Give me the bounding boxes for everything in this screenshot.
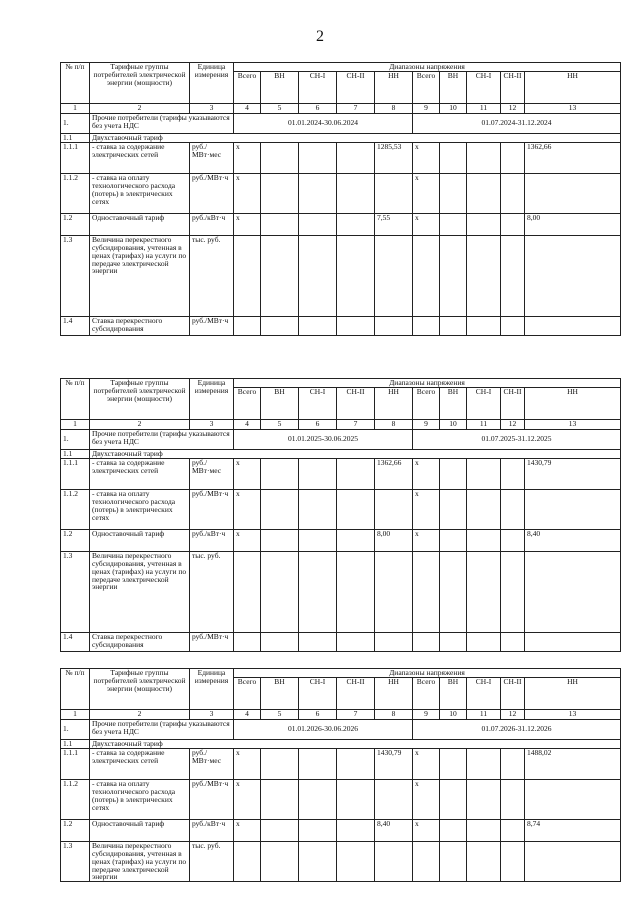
x-mark: x [234, 489, 261, 529]
header-sub: СН-I [299, 677, 337, 709]
unit-cell: руб./МВт·ч [190, 632, 234, 651]
row-number: 1.1.2 [61, 489, 90, 529]
row-label: - ставка за содержание электрических сетей [90, 458, 190, 489]
col-number: 10 [440, 103, 467, 113]
header-unit: Единица измерения [190, 63, 234, 104]
header-unit: Единица измерения [190, 379, 234, 420]
header-sub: Всего [413, 677, 440, 709]
header-ranges: Диапазоны напряжения [234, 379, 621, 388]
header-sub: Всего [413, 387, 440, 419]
col-number: 10 [440, 709, 467, 719]
row-label: Величина перекрестного субсидирования, учтенная в ценах (тарифах) на услуги по передаче электрической энергии [90, 235, 190, 316]
header-sub: НН [525, 677, 621, 709]
row-label: - ставка на оплату технологического расхода (потерь) в электрических сетях [90, 489, 190, 529]
col-number: 1 [61, 709, 90, 719]
unit-cell: руб./МВт·мес [190, 142, 234, 173]
row-number: 1.3 [61, 841, 90, 881]
col-number: 3 [190, 709, 234, 719]
tariff-table-2026 [60, 668, 621, 882]
period-second-half: 01.07.2026-31.12.2026 [413, 719, 621, 739]
value-cell: 8,40 [375, 819, 413, 841]
row-label: Одноставочный тариф [90, 529, 190, 551]
unit-cell: руб./МВт·ч [190, 173, 234, 213]
col-number: 12 [501, 419, 525, 429]
unit-cell: руб./МВт·мес [190, 748, 234, 779]
col-number: 5 [261, 419, 299, 429]
col-number: 6 [299, 103, 337, 113]
row-number: 1. [61, 429, 90, 449]
x-mark: x [413, 173, 440, 213]
unit-cell: руб./кВт·ч [190, 819, 234, 841]
row-label: - ставка за содержание электрических сетей [90, 748, 190, 779]
header-sub: СН-I [299, 387, 337, 419]
period-first-half: 01.01.2025-30.06.2025 [234, 429, 413, 449]
x-mark: x [234, 529, 261, 551]
page-number: 2 [316, 28, 324, 45]
unit-cell: тыс. руб. [190, 235, 234, 316]
row-number: 1.1 [61, 739, 90, 748]
col-number: 10 [440, 419, 467, 429]
header-no: № п/п [61, 63, 90, 104]
row-label: - ставка на оплату технологического расхода (потерь) в электрических сетях [90, 173, 190, 213]
header-sub: НН [375, 71, 413, 103]
header-sub: ВН [261, 387, 299, 419]
unit-cell: тыс. руб. [190, 551, 234, 632]
col-number: 1 [61, 103, 90, 113]
col-number: 1 [61, 419, 90, 429]
header-unit: Единица измерения [190, 669, 234, 710]
x-mark: x [234, 173, 261, 213]
unit-cell: руб./МВт·ч [190, 316, 234, 335]
header-sub: ВН [261, 71, 299, 103]
row-label: Величина перекрестного субсидирования, учтенная в ценах (тарифах) на услуги по передаче электрической энергии [90, 841, 190, 881]
header-sub: СН-II [501, 387, 525, 419]
col-number: 6 [299, 709, 337, 719]
col-number: 4 [234, 103, 261, 113]
row-label: Двухставочный тариф [90, 133, 621, 142]
header-sub: ВН [440, 387, 467, 419]
col-number: 8 [375, 419, 413, 429]
header-sub: СН-I [467, 677, 501, 709]
value-cell: 1488,02 [525, 748, 621, 779]
header-group: Тарифные группы потребителей электрической энергии (мощности) [90, 63, 190, 104]
unit-cell: руб./МВт·ч [190, 489, 234, 529]
x-mark: x [413, 458, 440, 489]
x-mark: x [234, 819, 261, 841]
x-mark: x [413, 142, 440, 173]
col-number: 13 [525, 709, 621, 719]
row-number: 1.2 [61, 529, 90, 551]
value-cell: 1430,79 [525, 458, 621, 489]
header-sub: Всего [234, 71, 261, 103]
row-label: Одноставочный тариф [90, 819, 190, 841]
row-label: Двухставочный тариф [90, 739, 621, 748]
row-number: 1. [61, 113, 90, 133]
col-number: 13 [525, 419, 621, 429]
row-number: 1.1.1 [61, 458, 90, 489]
row-label: Ставка перекрестного субсидирования [90, 632, 190, 651]
header-sub: Всего [234, 387, 261, 419]
header-sub: Всего [234, 677, 261, 709]
value-cell: 1362,66 [525, 142, 621, 173]
value-cell: 8,40 [525, 529, 621, 551]
tariff-table-2025 [60, 378, 621, 652]
value-cell: 1362,66 [375, 458, 413, 489]
col-number: 4 [234, 419, 261, 429]
unit-cell: тыс. руб. [190, 841, 234, 881]
header-sub: СН-I [467, 71, 501, 103]
unit-cell: руб./МВт·мес [190, 458, 234, 489]
tariff-table-2024 [60, 62, 621, 336]
col-number: 9 [413, 709, 440, 719]
row-number: 1.1 [61, 133, 90, 142]
header-sub: СН-II [501, 677, 525, 709]
col-number: 7 [337, 103, 375, 113]
header-sub: НН [525, 387, 621, 419]
x-mark: x [234, 779, 261, 819]
col-number: 11 [467, 103, 501, 113]
row-number: 1.1 [61, 449, 90, 458]
row-number: 1.3 [61, 551, 90, 632]
col-number: 8 [375, 103, 413, 113]
header-sub: ВН [440, 677, 467, 709]
col-number: 11 [467, 419, 501, 429]
period-first-half: 01.01.2024-30.06.2024 [234, 113, 413, 133]
row-label: Прочие потребители (тарифы указываются без учета НДС [90, 429, 234, 449]
row-number: 1.4 [61, 316, 90, 335]
x-mark: x [413, 748, 440, 779]
row-label: - ставка на оплату технологического расхода (потерь) в электрических сетях [90, 779, 190, 819]
period-first-half: 01.01.2026-30.06.2026 [234, 719, 413, 739]
header-sub: СН-II [501, 71, 525, 103]
row-label: Прочие потребители (тарифы указываются без учета НДС [90, 719, 234, 739]
x-mark: x [413, 529, 440, 551]
header-sub: ВН [440, 71, 467, 103]
row-number: 1.1.2 [61, 173, 90, 213]
col-number: 4 [234, 709, 261, 719]
col-number: 5 [261, 709, 299, 719]
header-sub: СН-II [337, 71, 375, 103]
header-sub: НН [375, 387, 413, 419]
header-no: № п/п [61, 379, 90, 420]
header-no: № п/п [61, 669, 90, 710]
x-mark: x [234, 748, 261, 779]
col-number: 2 [90, 103, 190, 113]
col-number: 3 [190, 419, 234, 429]
row-number: 1.1.1 [61, 748, 90, 779]
col-number: 7 [337, 709, 375, 719]
col-number: 13 [525, 103, 621, 113]
col-number: 7 [337, 419, 375, 429]
value-cell: 8,00 [525, 213, 621, 235]
value-cell: 7,55 [375, 213, 413, 235]
row-number: 1.2 [61, 213, 90, 235]
col-number: 6 [299, 419, 337, 429]
header-group: Тарифные группы потребителей электрической энергии (мощности) [90, 669, 190, 710]
header-sub: НН [525, 71, 621, 103]
col-number: 9 [413, 103, 440, 113]
col-number: 12 [501, 103, 525, 113]
value-cell: 8,74 [525, 819, 621, 841]
value-cell: 1430,79 [375, 748, 413, 779]
col-number: 12 [501, 709, 525, 719]
row-label: Величина перекрестного субсидирования, учтенная в ценах (тарифах) на услуги по передаче электрической энергии [90, 551, 190, 632]
header-sub: НН [375, 677, 413, 709]
col-number: 3 [190, 103, 234, 113]
unit-cell: руб./кВт·ч [190, 529, 234, 551]
row-label: Двухставочный тариф [90, 449, 621, 458]
col-number: 11 [467, 709, 501, 719]
col-number: 5 [261, 103, 299, 113]
row-number: 1.3 [61, 235, 90, 316]
value-cell: 1285,53 [375, 142, 413, 173]
x-mark: x [413, 819, 440, 841]
col-number: 2 [90, 419, 190, 429]
col-number: 9 [413, 419, 440, 429]
x-mark: x [234, 213, 261, 235]
row-number: 1.4 [61, 632, 90, 651]
header-sub: Всего [413, 71, 440, 103]
header-sub: СН-II [337, 387, 375, 419]
row-number: 1.1.1 [61, 142, 90, 173]
value-cell: 8,00 [375, 529, 413, 551]
col-number: 2 [90, 709, 190, 719]
period-second-half: 01.07.2025-31.12.2025 [413, 429, 621, 449]
x-mark: x [234, 458, 261, 489]
col-number: 8 [375, 709, 413, 719]
header-sub: СН-II [337, 677, 375, 709]
x-mark: x [234, 142, 261, 173]
unit-cell: руб./МВт·ч [190, 779, 234, 819]
unit-cell: руб./кВт·ч [190, 213, 234, 235]
header-sub: ВН [261, 677, 299, 709]
header-sub: СН-I [467, 387, 501, 419]
row-number: 1. [61, 719, 90, 739]
header-group: Тарифные группы потребителей электрической энергии (мощности) [90, 379, 190, 420]
row-number: 1.2 [61, 819, 90, 841]
period-second-half: 01.07.2024-31.12.2024 [413, 113, 621, 133]
header-ranges: Диапазоны напряжения [234, 63, 621, 72]
row-label: Прочие потребители (тарифы указываются без учета НДС [90, 113, 234, 133]
row-label: Одноставочный тариф [90, 213, 190, 235]
x-mark: x [413, 489, 440, 529]
row-number: 1.1.2 [61, 779, 90, 819]
header-sub: СН-I [299, 71, 337, 103]
x-mark: x [413, 779, 440, 819]
x-mark: x [413, 213, 440, 235]
row-label: Ставка перекрестного субсидирования [90, 316, 190, 335]
row-label: - ставка за содержание электрических сетей [90, 142, 190, 173]
header-ranges: Диапазоны напряжения [234, 669, 621, 678]
